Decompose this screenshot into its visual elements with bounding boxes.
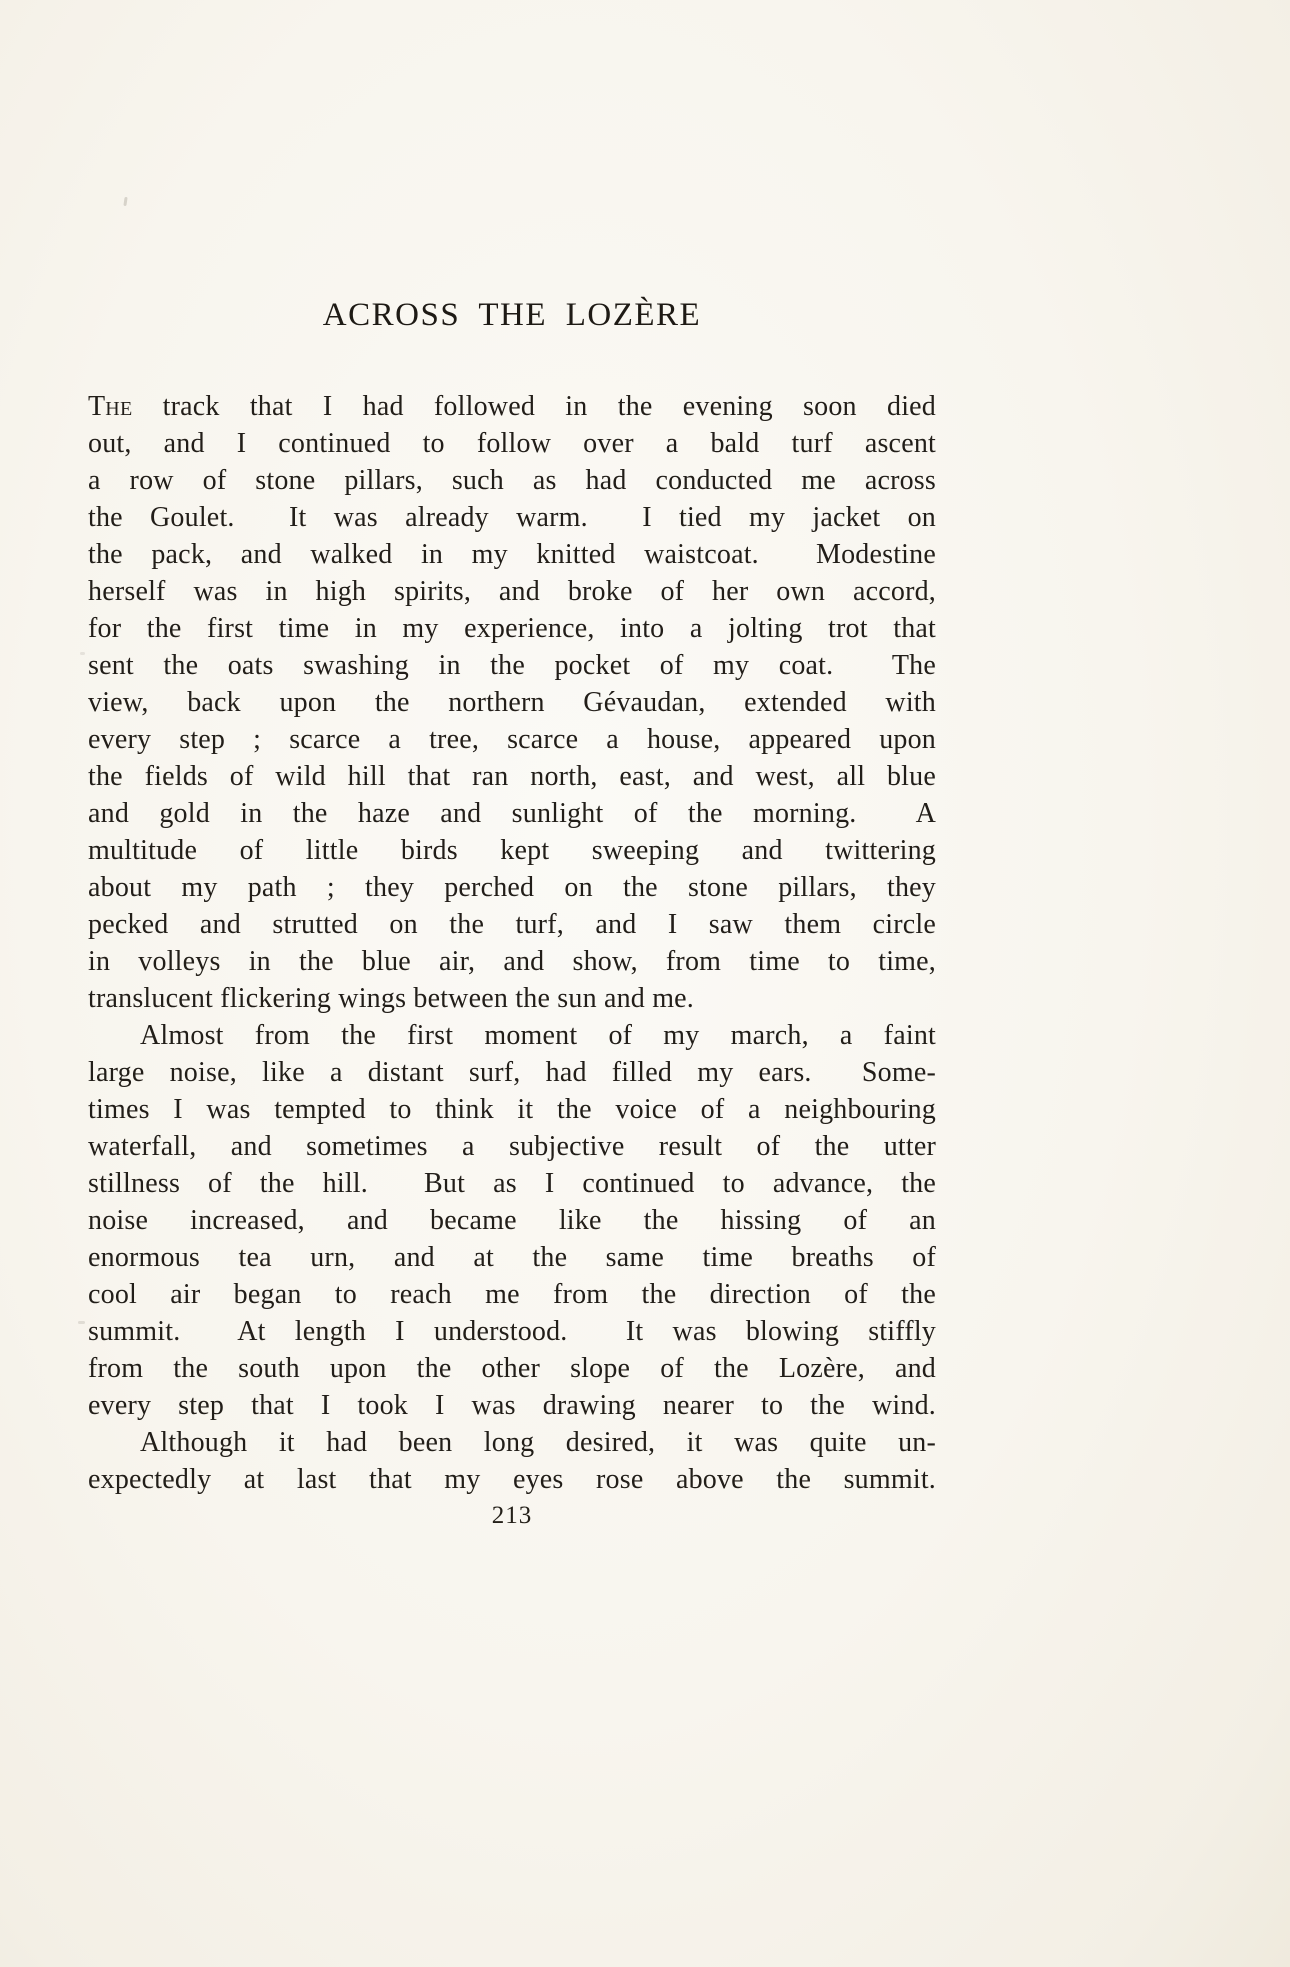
text-line: cool air began to reach me from the direction of the (88, 1279, 936, 1310)
text-line: Although it had been long desired, it was quite un- (140, 1427, 936, 1458)
text-line: multitude of little birds kept sweeping and twittering (88, 835, 936, 866)
text-line: every step that I took I was drawing nearer to the wind. (88, 1390, 936, 1421)
text-line: in volleys in the blue air, and show, from time to time, (88, 946, 936, 977)
text-line: summit. At length I understood. It was blowing stiffly (88, 1316, 936, 1347)
text-line: large noise, like a distant surf, had filled my ears. Some- (88, 1057, 936, 1088)
text-line (88, 388, 936, 425)
text-line: a row of stone pillars, such as had conducted me across (88, 465, 936, 496)
text-line: enormous tea urn, and at the same time breaths of (88, 1242, 936, 1273)
text-line: times I was tempted to think it the voice of a neighbouring (88, 1094, 936, 1125)
text-line: the Goulet. It was already warm. I tied my jacket on (88, 502, 936, 533)
text-line: the pack, and walked in my knitted waistcoat. Modestine (88, 539, 936, 570)
scan-artifact (123, 197, 127, 206)
text-line: for the first time in my experience, into a jolting trot that (88, 613, 936, 644)
text-line: sent the oats swashing in the pocket of my coat. The (88, 650, 936, 681)
text-line: translucent flickering wings between the sun and me. (88, 983, 695, 1014)
text-line: Almost from the first moment of my march, a faint (140, 1020, 936, 1051)
text-line: stillness of the hill. But as I continued to advance, the (88, 1168, 936, 1199)
body-text (88, 388, 936, 1498)
page-number: 213 (491, 1502, 533, 1529)
scan-artifact (78, 1321, 85, 1324)
lead-rest: track that I had followed in the evening soon died (132, 391, 936, 422)
text-line: and gold in the haze and sunlight of the morning. A (88, 798, 936, 829)
text-line: from the south upon the other slope of the Lozère, and (88, 1353, 936, 1384)
text-line: about my path ; they perched on the stone pillars, they (88, 872, 936, 903)
chapter-title: ACROSS THE LOZÈRE (322, 297, 702, 333)
lead-word: The (88, 391, 133, 422)
text-line: waterfall, and sometimes a subjective result of the utter (88, 1131, 936, 1162)
text-line: herself was in high spirits, and broke of her own accord, (88, 576, 936, 607)
text-line: expectedly at last that my eyes rose above the summit. (88, 1464, 936, 1495)
text-line: noise increased, and became like the hissing of an (88, 1205, 936, 1236)
scan-artifact (80, 652, 85, 655)
text-line: view, back upon the northern Gévaudan, extended with (88, 687, 936, 718)
text-line: out, and I continued to follow over a bald turf ascent (88, 428, 936, 459)
text-line: the fields of wild hill that ran north, east, and west, all blue (88, 761, 936, 792)
text-line: every step ; scarce a tree, scarce a house, appeared upon (88, 724, 936, 755)
text-line: pecked and strutted on the turf, and I saw them circle (88, 909, 936, 940)
